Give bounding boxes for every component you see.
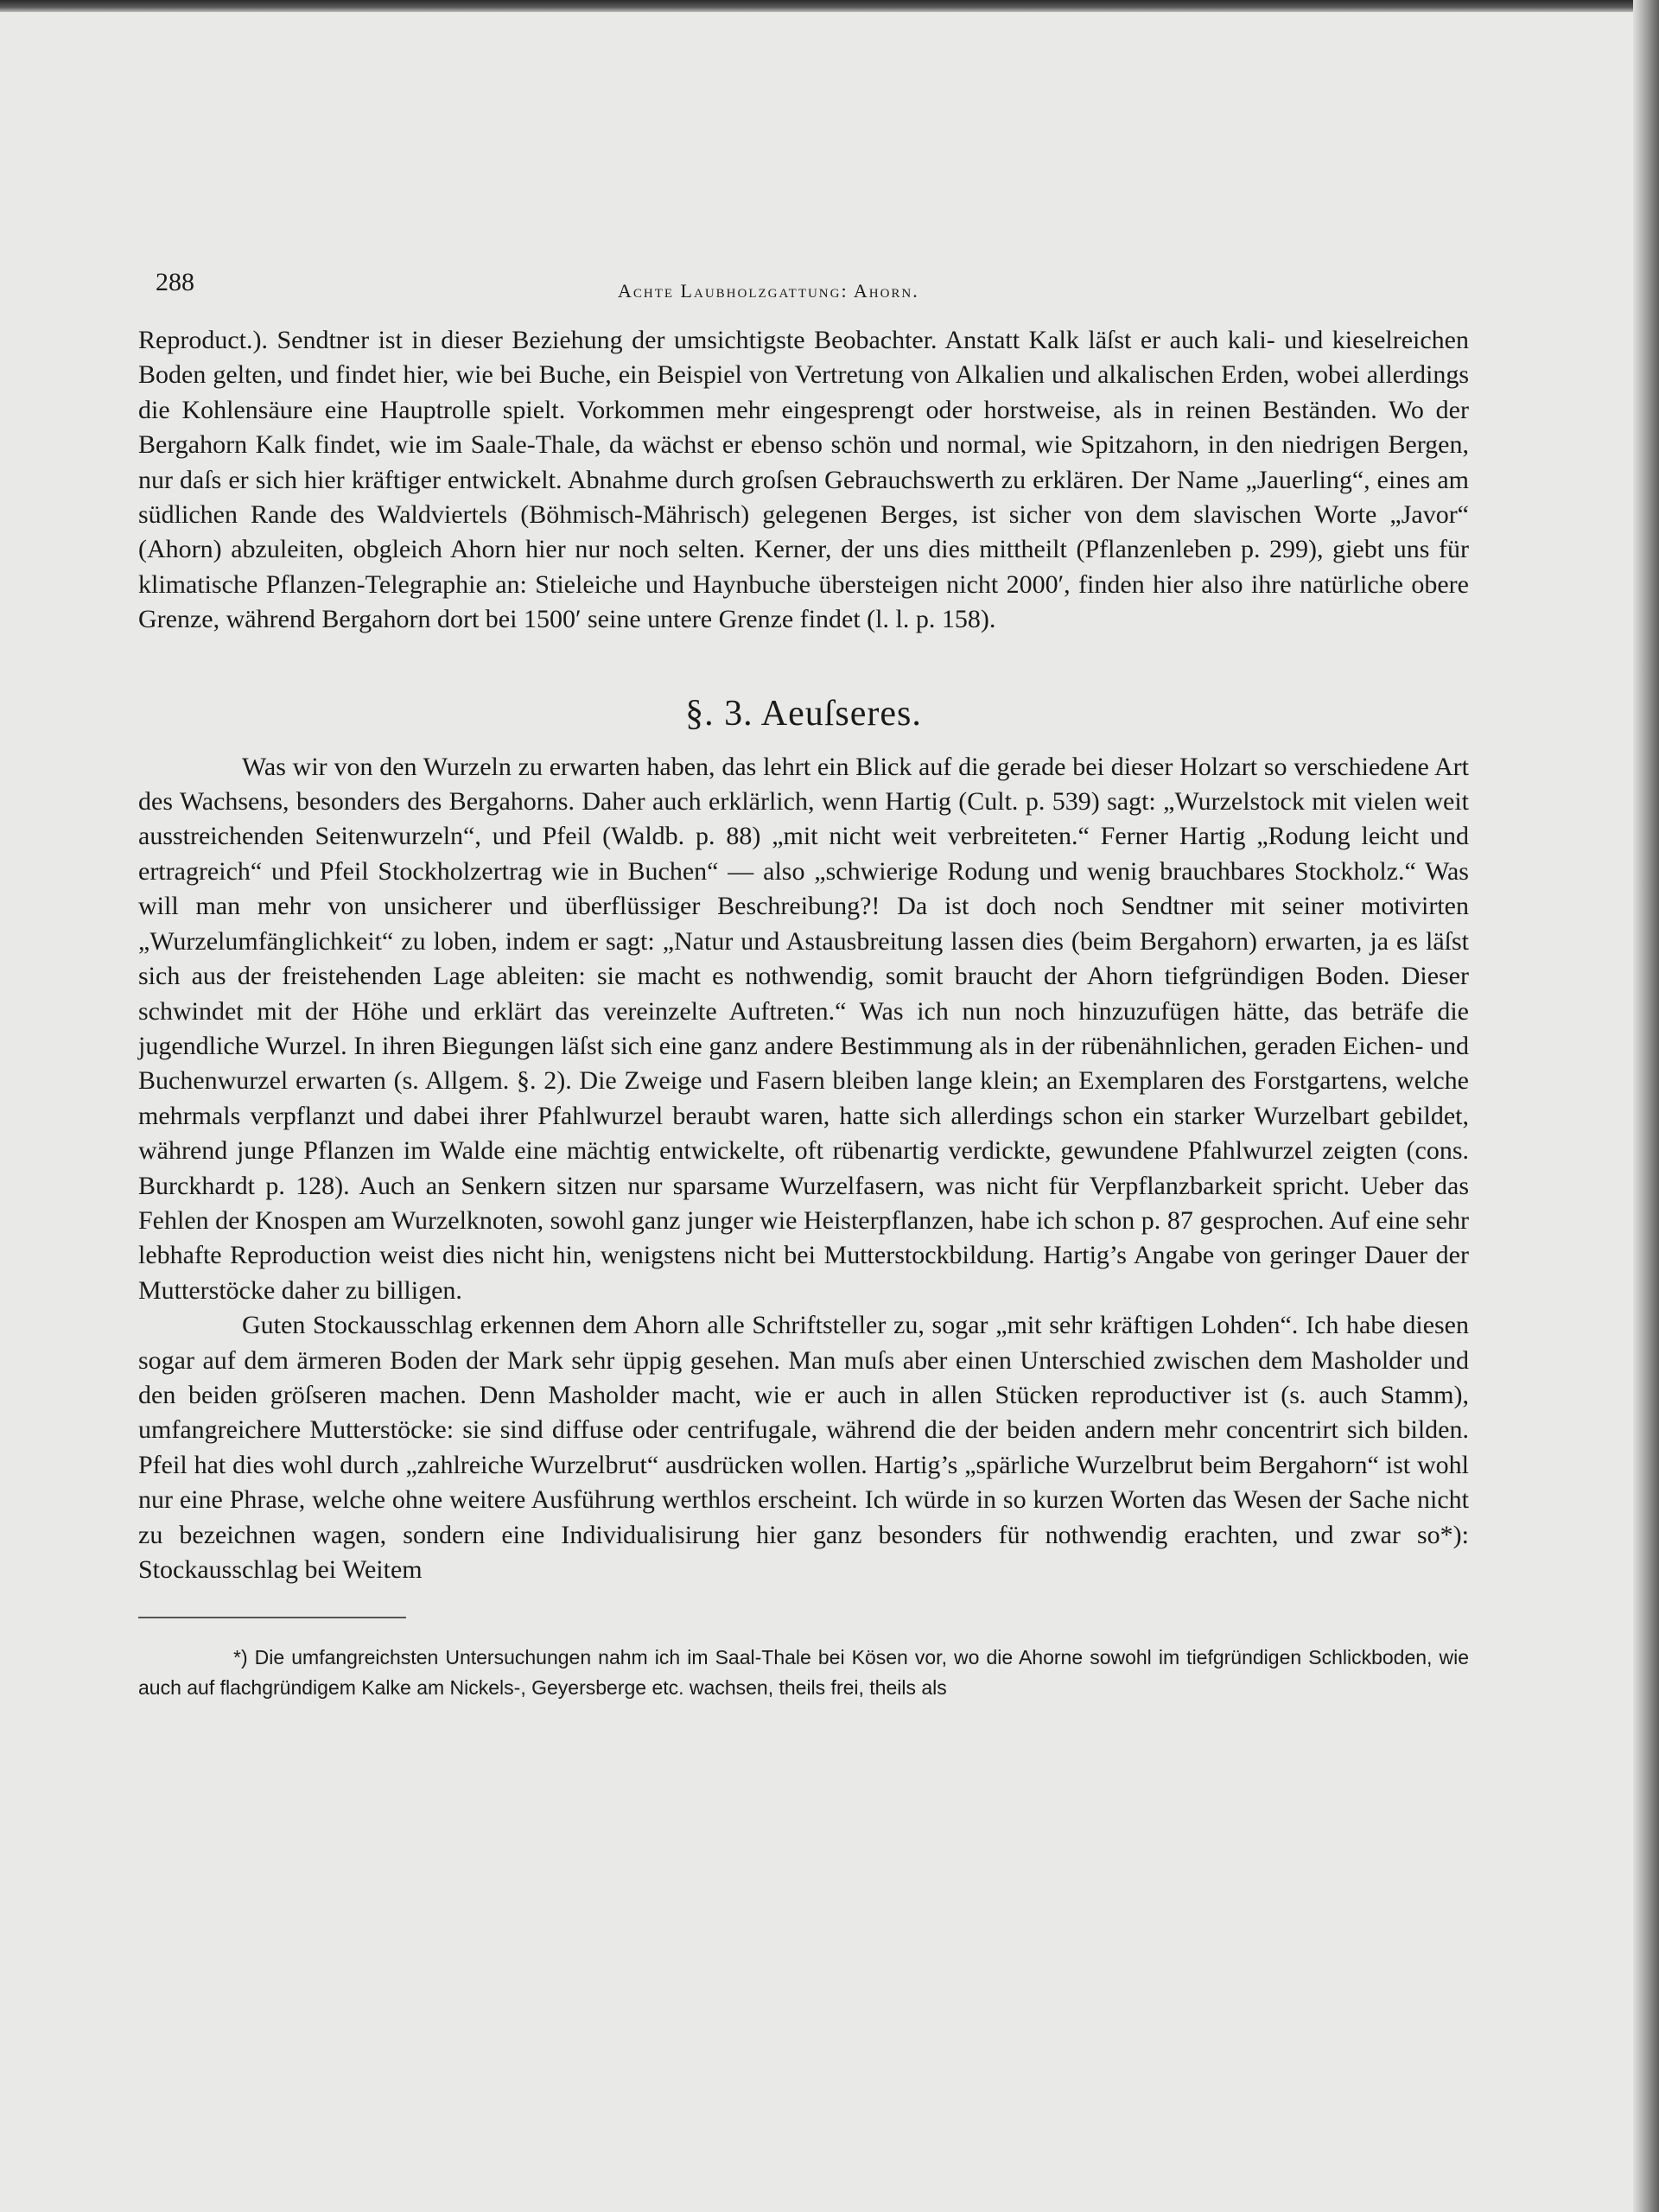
running-title: Achte Laubholzgattung: Ahorn. [618,280,919,302]
section-heading: §. 3. Aeuſseres. [685,693,922,734]
page-body [138,259,1469,1703]
paragraph-stump-sprouts: Guten Stockausschlag erkennen dem Ahorn alle Schriftsteller zu, sogar „mit sehr kräftigen Lohden“. Ich habe diesen sogar auf dem ärmeren Boden der Mark sehr üppig gesehen. Man muſs aber einen Unterschied zwischen dem Masholder und den beiden gröſseren machen. Denn Masholder macht, wie er auch in allen Stücken reproductiver ist (s. auch Stamm), umfangreichere Mutterstöcke: sie sind diffuse oder centrifugale, während die der beiden andern mehr concentrirt sich bilden. Pfeil hat dies wohl durch „zahlreiche Wurzelbrut“ ausdrücken wollen. Hartig’s „spärliche Wurzelbrut beim Bergahorn“ ist wohl nur eine Phrase, welche ohne weitere Ausführung werthlos erscheint. Ich würde in so kurzen Worten das Wesen der Sache nicht zu bezeichnen wagen, sondern eine Individualisirung hier ganz besonders für nothwendig erachten, und zwar so*): Stockausschlag bei Weitem [138,1311,1469,1584]
running-head [138,259,1469,302]
page-number: 288 [156,268,194,296]
footnote: *) Die umfangreichsten Untersuchungen nahm ich im Saal-Thale bei Kösen vor, wo die Ahorne sowohl im tiefgründigen Schlickboden, wie auch auf flachgründigem Kalke am Nickels-, Geyersberge etc. wachsen, theils frei, theils als [138,1646,1469,1700]
paragraph-roots: Was wir von den Wurzeln zu erwarten haben, das lehrt ein Blick auf die gerade bei dieser Holzart so verschiedene Art des Wachsens, besonders des Bergahorns. Daher auch erklärlich, wenn Hartig (Cult. p. 539) sagt: „Wurzelstock mit vielen weit ausstreichenden Seitenwurzeln“, und Pfeil (Waldb. p. 88) „mit nicht weit verbreiteten.“ Ferner Hartig „Rodung leicht und ertragreich“ und Pfeil Stockholzertrag wie in Buchen“ — also „schwierige Rodung und wenig brauchbares Stockholz.“ Was will man mehr von unsicherer und überflüssiger Beschreibung?! Da ist doch noch Sendtner mit seiner motivirten „Wurzelumfänglichkeit“ zu loben, indem er sagt: „Natur und Astausbreitung lassen dies (beim Bergahorn) erwarten, ja es läſst sich aus der freistehenden Lage ableiten: sie macht es nothwendig, somit braucht der Ahorn tiefgründigen Boden. Dieser schwindet mit der Höhe und erklärt das vereinzelte Auftreten.“ Was ich nun noch hinzuzufügen hätte, das beträfe die jugendliche Wurzel. In ihren Biegungen läſst sich eine ganz andere Bestimmung als in der rübenähnlichen, geraden Eichen- und Buchenwurzel erwarten (s. Allgem. §. 2). Die Zweige und Fasern bleiben lange klein; an Exemplaren des Forstgartens, welche mehrmals verpflanzt und dabei ihrer Pfahlwurzel beraubt waren, hatte sich allerdings schon ein starker Wurzelbart gebildet, während junge Pflanzen im Walde eine mächtig entwickelte, oft rübenartig verdickte, gewundene Pfahlwurzel zeigten (cons. Burckhardt p. 128). Auch an Senkern sitzen nur sparsame Wurzelfasern, was nicht für Verpflanzbarkeit spricht. Ueber das Fehlen der Knospen am Wurzelknoten, sowohl ganz junger wie Heisterpflanzen, habe ich schon p. 87 gesprochen. Auf eine sehr lebhafte Reproduction weist dies nicht hin, wenigstens nicht bei Mutterstockbildung. Hartig’s Angabe von geringer Dauer der Mutterstöcke daher zu billigen. [138,752,1469,1305]
footnote-rule [138,1617,406,1618]
scan-top-edge [0,0,1659,12]
scan-right-edge [1633,0,1659,2212]
paragraph-continued: Reproduct.). Sendtner ist in dieser Beziehung der umsichtigste Beobachter. Anstatt Kalk läſst er auch kali- und kieselreichen Boden gelten, und findet hier, wie bei Buche, ein Beispiel von Vertretung von Alkalien und alkalischen Erden, wobei allerdings die Kohlensäure eine Hauptrolle spielt. Vorkommen mehr eingesprengt oder horstweise, als in reinen Beständen. Wo der Bergahorn Kalk findet, wie im Saale-Thale, da wächst er ebenso schön und normal, wie Spitzahorn, in den niedrigen Bergen, nur daſs er sich hier kräftiger entwickelt. Abnahme durch groſsen Gebrauchswerth zu erklären. Der Name „Jauerling“, eines am südlichen Rande des Waldviertels (Böhmisch-Mährisch) gelegenen Berges, ist sicher von dem slavischen Worte „Javor“ (Ahorn) abzuleiten, obgleich Ahorn hier nur noch selten. Kerner, der uns dies mittheilt (Pflanzenleben p. 299), giebt uns für klimatische Pflanzen-Telegraphie an: Stieleiche und Haynbuche übersteigen nicht 2000′, finden hier also ihre natürliche obere Grenze, während Bergahorn dort bei 1500′ seine untere Grenze findet (l. l. p. 158). [138,326,1469,634]
